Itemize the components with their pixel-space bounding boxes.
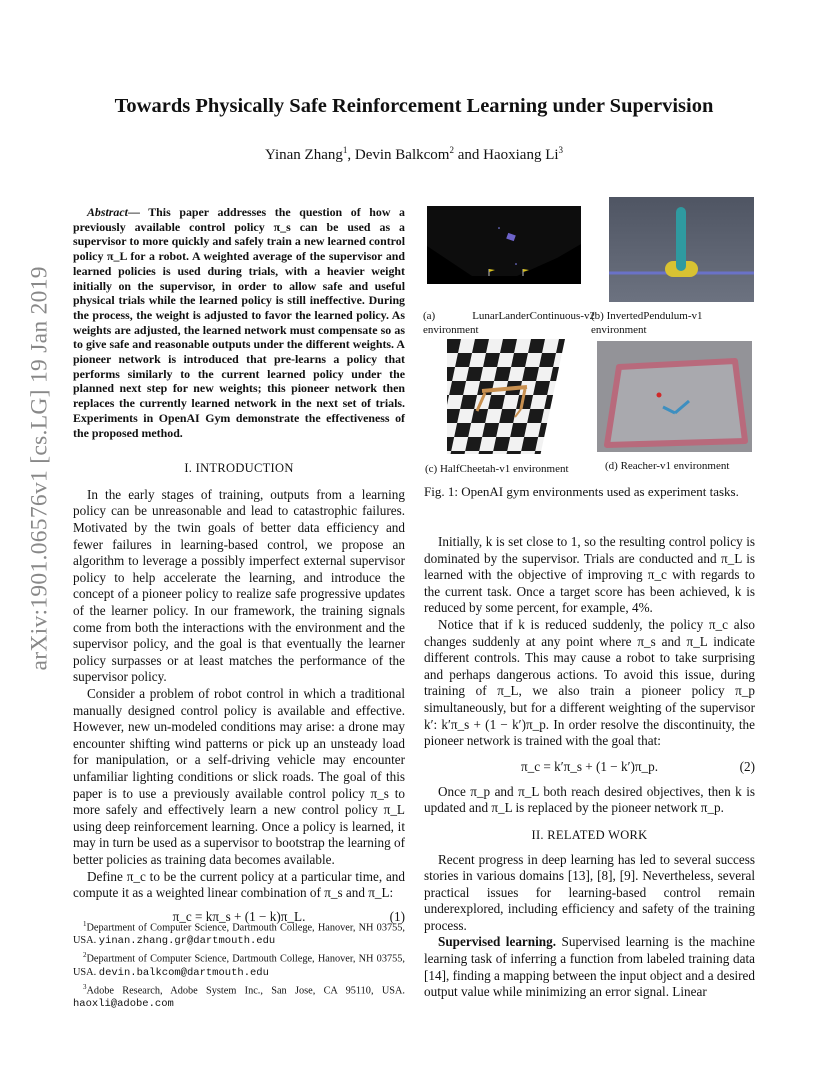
footnote-mark: 1 <box>83 920 87 928</box>
arxiv-stamp: arXiv:1901.06576v1 [cs.LG] 19 Jan 2019 <box>26 266 53 671</box>
halfcheetah-scene <box>447 339 565 454</box>
footnote-email: devin.balkcom@dartmouth.edu <box>98 966 269 979</box>
author-name: Yinan Zhang <box>264 147 343 163</box>
abstract <box>73 205 405 440</box>
footnote-email: yinan.zhang.gr@dartmouth.edu <box>98 935 276 948</box>
paragraph-body: Supervised learning is the machine learning task of inferring a function from labeled training data [14], finding a mapping between the input object and a desired output value while minimizing an error signal. Linear <box>424 934 755 1000</box>
paragraph: Recent progress in deep learning has led to several success stories in various domains [13], [8], [9]. Nevertheless, several practical issues for learning-based control remain underexplored, including efficiency and safety of the training process. <box>424 851 755 933</box>
paragraph-head: Supervised learning. <box>438 934 556 950</box>
author-line <box>0 145 828 164</box>
footnote-mark: 3 <box>83 982 87 991</box>
figure-image-halfcheetah <box>447 339 565 454</box>
invertedpendulum-scene <box>609 197 754 302</box>
footnote-mark: 2 <box>83 951 87 960</box>
author-name: Haoxiang Li <box>483 147 559 163</box>
affil-mark: 2 <box>449 145 454 155</box>
paragraph <box>424 934 755 1000</box>
footnote-text: Adobe Research, Adobe System Inc., San Jose, CA 95110, USA. <box>86 985 405 997</box>
figure-image-lunarlander <box>427 206 581 284</box>
footnote <box>73 949 405 979</box>
reacher-scene <box>597 341 752 452</box>
figure-image-invertedpendulum <box>609 197 754 302</box>
footnotes <box>73 918 405 1011</box>
paragraph: Initially, k is set close to 1, so the resulting control policy is dominated by the supervisor. Trials are conducted and π_L is learned with the objective of improving π_c with regards to the current task. Once a target score has been achieved, k is reduced by some percent, for example, 4%. <box>424 534 755 616</box>
figure-caption: Fig. 1: OpenAI gym environments used as experiment tasks. <box>424 484 739 499</box>
paragraph: Once π_p and π_L both reach desired objectives, then k is updated and π_L is replaced by the pioneer network π_p. <box>424 783 755 816</box>
paragraph: Notice that if k is reduced suddenly, the policy π_c also changes suddenly at any point where π_s and π_L indicate different controls. This may cause a robot to take surprising and perhaps dangerous actions. To avoid this issue, during training of π_L, we also train a pioneer policy π_p simultaneously, but for a different weighting of the supervisor k′: k′π_s + (1 − k′)π_p. In order resolve the discontinuity, the pioneer network is trained with the goal that: <box>424 616 755 749</box>
paragraph: Define π_c to be the current policy at a particular time, and compute it as a weighted linear combination of π_s and π_L: <box>73 868 405 901</box>
author-name: Devin Balkcom <box>354 147 450 163</box>
footnote <box>73 981 405 1011</box>
subcaption-c: (c) HalfCheetah-v1 environment <box>425 463 569 475</box>
equation-number: (1) <box>389 908 405 924</box>
figure-image-reacher <box>597 341 752 452</box>
footnote <box>73 918 405 948</box>
subcaption-a: (a) LunarLanderContinuous-v2 environment <box>423 310 595 336</box>
equation-number: (2) <box>739 758 755 774</box>
footnote-email: haoxli@adobe.com <box>73 998 174 1011</box>
equation-body: π_c = kπ_s + (1 − k)π_L. <box>172 908 306 924</box>
lunarlander-scene <box>427 206 581 284</box>
paragraph: In the early stages of training, outputs from a learning policy can be unreasonable and lead to catastrophic failures. Motivated by the twin goals of better data efficiency and fewer failures in learning-based control, we propose an algorithm to leverage a possibly imperfect external supervisor policy to help accelerate the learning, and introduce the concept of a pioneer policy to realize safe progressive updates of the learner policy. In our framework, the training signals come from both the interactions with the environment and the supervisor policy, and the goal is that eventually the learner policy surpasses or at least matches the performance of the supervisor policy. <box>73 486 405 685</box>
subcaption-d: (d) Reacher-v1 environment <box>605 460 730 472</box>
section-heading: I. INTRODUCTION <box>184 461 294 476</box>
left-column <box>73 205 405 932</box>
abstract-label: Abstract <box>87 205 128 219</box>
author-sep: , <box>347 147 355 163</box>
equation-2 <box>424 756 755 778</box>
footnote-text: Department of Computer Science, Dartmouth College, Hanover, NH 03755, USA. <box>73 922 405 947</box>
footnote-text: Department of Computer Science, Dartmouth College, Hanover, NH 03755, USA. <box>73 953 405 978</box>
right-column <box>424 534 755 1001</box>
paper-title: Towards Physically Safe Reinforcement Learning under Supervision <box>114 95 714 117</box>
paragraph: Consider a problem of robot control in which a traditional manually designed control policy is available and effective. However, new un-modeled conditions may arise: a drone may encounter shifting wind patterns or pick up an unsteady load for manipulation, or a self-driving vehicle may encounter unfamiliar lighting conditions or slick roads. The goal of this paper is to use a previously available control policy π_s to more safely and effectively learn a new control policy π_L using deep reinforcement learning. Once a policy is learned, it may in turn be used as a supervisor to bootstrap the learning of better policies as training data becomes available. <box>73 685 405 867</box>
section-heading: II. RELATED WORK <box>531 827 648 842</box>
subcaption-b: (b) InvertedPendulum-v1 environment <box>591 310 703 336</box>
author-sep: and <box>453 147 484 163</box>
abstract-text: — This paper addresses the question of how a previously available control policy π_s can be used as a supervisor to more quickly and safely train a new learned control policy π_L for a robot. A weighted average of the supervisor and learned policies is used during trials, with a heavier weight initially on the supervisor, in order to allow safe and useful physical trials while the learned policy is still ineffective. During the process, the weight is adjusted to favor the learned policy. As weights are adjusted, the learned network must compensate so as to give safe and reasonable outputs under the different weights. A pioneer network is introduced that pre-learns a policy that performs similarly to the current learned policy under the planned next step for new weights; this pioneer network then replaces the currently learned network in the next set of trials. Experiments in OpenAI Gym demonstrate the effectiveness of the proposed method. <box>73 205 405 440</box>
affil-mark: 1 <box>342 145 348 155</box>
affil-mark: 3 <box>558 145 564 155</box>
equation-body: π_c = k′π_s + (1 − k′)π_p. <box>520 758 659 774</box>
